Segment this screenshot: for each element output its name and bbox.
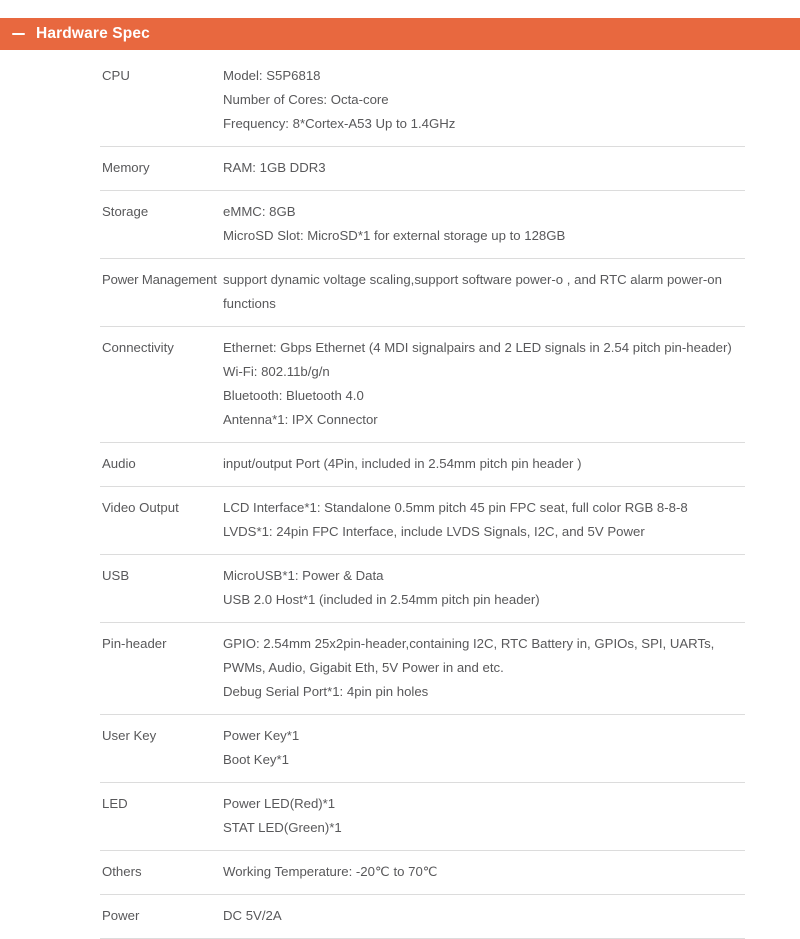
spec-label: Others xyxy=(102,864,142,879)
spec-values xyxy=(223,904,745,928)
spec-label: Video Output xyxy=(102,500,179,515)
table-row xyxy=(100,555,745,623)
spec-value-line: MicroSD Slot: MicroSD*1 for external storage up to 128GB xyxy=(223,228,566,243)
spec-values xyxy=(223,724,745,772)
spec-value-line: STAT LED(Green)*1 xyxy=(223,820,342,835)
spec-value-line: DC 5V/2A xyxy=(223,908,282,923)
spec-values xyxy=(223,336,745,432)
spec-value-line: Power LED(Red)*1 xyxy=(223,796,336,811)
spec-values xyxy=(223,200,745,248)
spec-label: Power xyxy=(102,908,140,923)
spec-label: Pin-header xyxy=(102,636,167,651)
spec-values xyxy=(223,496,745,544)
spec-values xyxy=(223,268,745,316)
table-row xyxy=(100,259,745,327)
hardware-spec-header[interactable] xyxy=(0,18,800,50)
table-row xyxy=(100,851,745,895)
spec-value-line: input/output Port (4Pin, included in 2.54mm pitch pin header ) xyxy=(223,456,582,471)
spec-label: Audio xyxy=(102,456,136,471)
spec-label: Storage xyxy=(102,204,149,219)
minus-icon[interactable] xyxy=(12,33,25,35)
spec-values xyxy=(223,156,745,180)
table-row xyxy=(100,191,745,259)
spec-label: Connectivity xyxy=(102,340,174,355)
spec-value-line: Bluetooth: Bluetooth 4.0 xyxy=(223,388,364,403)
spec-value-line: MicroUSB*1: Power & Data xyxy=(223,568,384,583)
spec-values xyxy=(223,792,745,840)
spec-value-line: support dynamic voltage scaling,support software power-o , and RTC alarm power-on functions xyxy=(223,272,722,311)
table-row xyxy=(100,147,745,191)
spec-value-line: Debug Serial Port*1: 4pin pin holes xyxy=(223,684,429,699)
spec-values xyxy=(223,860,745,884)
spec-value-line: USB 2.0 Host*1 (included in 2.54mm pitch pin header) xyxy=(223,592,540,607)
spec-values xyxy=(223,452,745,476)
spec-value-line: RAM: 1GB DDR3 xyxy=(223,160,326,175)
table-row xyxy=(100,55,745,147)
spec-value-line: LVDS*1: 24pin FPC Interface, include LVDS Signals, I2C, and 5V Power xyxy=(223,524,645,539)
table-row xyxy=(100,715,745,783)
spec-value-line: Ethernet: Gbps Ethernet (4 MDI signalpairs and 2 LED signals in 2.54 pitch pin-header) xyxy=(223,340,732,355)
spec-value-line: Number of Cores: Octa-core xyxy=(223,92,389,107)
spec-value-line: Wi-Fi: 802.11b/g/n xyxy=(223,364,330,379)
table-row xyxy=(100,783,745,851)
table-row xyxy=(100,895,745,939)
spec-label: USB xyxy=(102,568,130,583)
table-row xyxy=(100,443,745,487)
spec-values xyxy=(223,64,745,136)
table-row xyxy=(100,623,745,715)
page-title: Hardware Spec xyxy=(36,25,150,42)
spec-value-line: Boot Key*1 xyxy=(223,752,289,767)
spec-label: User Key xyxy=(102,728,157,743)
spec-value-line: LCD Interface*1: Standalone 0.5mm pitch 45 pin FPC seat, full color RGB 8-8-8 xyxy=(223,500,688,515)
spec-value-line: Power Key*1 xyxy=(223,728,300,743)
spec-value-line: eMMC: 8GB xyxy=(223,204,296,219)
hardware-spec-table xyxy=(100,55,745,939)
spec-label: LED xyxy=(102,796,128,811)
spec-value-line: Model: S5P6818 xyxy=(223,68,321,83)
table-row xyxy=(100,327,745,443)
spec-label: CPU xyxy=(102,68,130,83)
spec-value-line: Working Temperature: -20℃ to 70℃ xyxy=(223,864,438,879)
spec-label: Memory xyxy=(102,160,150,175)
spec-values xyxy=(223,564,745,612)
table-row xyxy=(100,487,745,555)
spec-values xyxy=(223,632,745,704)
spec-value-line: Antenna*1: IPX Connector xyxy=(223,412,378,427)
spec-label: Power Management xyxy=(102,272,217,287)
spec-value-line: GPIO: 2.54mm 25x2pin-header,containing I2C, RTC Battery in, GPIOs, SPI, UARTs, PWMs, Audio, Gigabit Eth, 5V Power in and etc. xyxy=(223,636,715,675)
spec-value-line: Frequency: 8*Cortex-A53 Up to 1.4GHz xyxy=(223,116,456,131)
